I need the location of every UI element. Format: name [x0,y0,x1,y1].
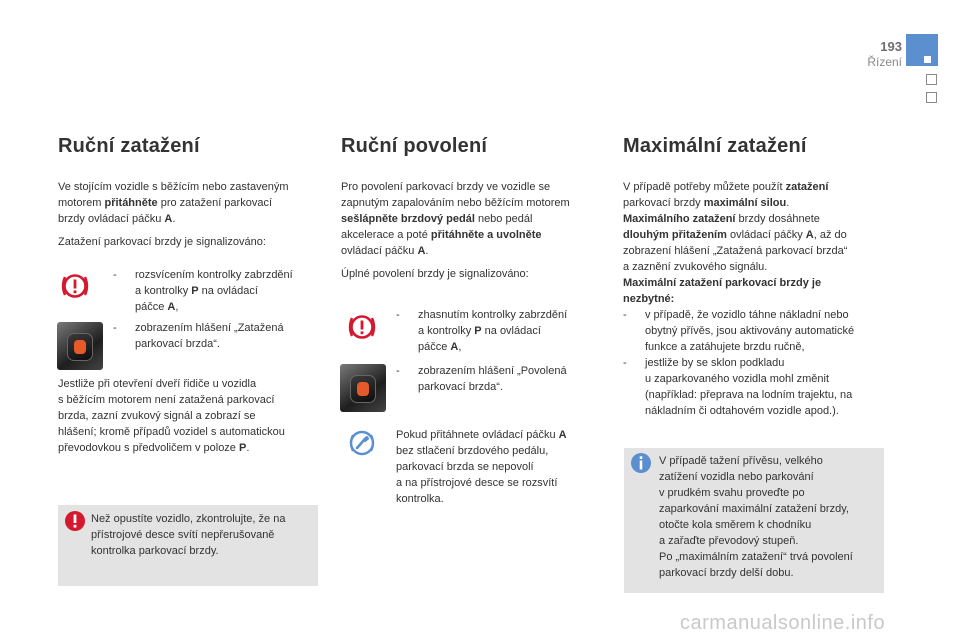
maximum-apply-text: V případě potřeby můžete použít zatažení parkovací brzdy maximální silou. Maximálního zatažení brzdy dosáhnete dlouhým přitažením ovládací páčky A, až do zobrazení hlášení „Zatažená parkovací brzda“ a zaznění zvukového signálu. Maximální zatažení parkovací brzdy je nezbytné: [623,181,848,305]
release-intro: Pro povolení parkovací brzdy ve vozidle se zapnutým zapalováním nebo běžícím motorem sešlápněte brzdový pedál nebo pedál akcelerace a poté přitáhněte a uvolněte ovládací páčku A. [341,181,570,257]
apply-item-1: - rozsvícením kontrolky zabrzdění a kontrolky P na ovládací páčce A, [113,269,293,313]
heading-maximum-apply: Maximální zatažení [623,135,807,157]
warning-note-icon [64,510,86,532]
chapter-tab-marker [924,56,931,63]
section-name: Řízení [867,55,902,69]
info-note-text: V případě tažení přívěsu, velkého zatížení vozidla nebo parkování v prudkém svahu proveďte po zaparkování maximální zatažení brzdy, otočte kola směrem k chodníku a zařaďte převodový stupeň. Po „maximálním zatažení“ trvá povolení parkovací brzdy delší dobu. [659,455,853,579]
brake-warning-icon [60,271,90,301]
release-item-2: - zobrazením hlášení „Povolená parkovací brzda“. [396,365,567,393]
warning-note-text: Než opustíte vozidlo, zkontrolujte, že na přístrojové desce svítí nepřerušovaně kontrolka parkovací brzdy. [91,513,286,557]
maximum-apply-item-2: - jestliže by se sklon podkladu u zaparkovaného vozidla mohl změnit (například: přeprava na lodním trajektu, na nákladním či odtahovém vozidle apod.). [623,357,853,417]
info-icon [630,452,652,474]
heading-manual-apply: Ruční zatažení [58,135,200,157]
brake-pedal-icon [349,430,375,456]
apply-intro: Ve stojícím vozidle s běžícím nebo zastaveným motorem přitáhněte pro zatažení parkovací brzdy ovládací páčku A. [58,181,289,225]
release-item-1: - zhasnutím kontrolky zabrzdění a kontrolky P na ovládací páčce A, [396,309,568,353]
release-signal-text: Úplné povolení brzdy je signalizováno: [341,268,529,280]
door-open-text: Jestliže při otevření dveří řidiče u vozidla s běžícím motorem není zatažená parkovací brzda, zazní zvukový signál a zobrazí se hlášení; kromě případů vozidel s automatickou převodovkou s předvoličem v poloze P. [58,378,285,454]
pull-without-pedal-text: Pokud přitáhnete ovládací páčku A bez stlačení brzdového pedálu, parkovací brzda se nepovolí a na přístrojové desce se rozsvítí kontrolka. [396,429,567,505]
apply-signal-text: Zatažení parkovací brzdy je signalizováno: [58,236,266,248]
parking-brake-lever-image-release [340,364,386,412]
chapter-tab-empty-2 [926,92,937,103]
watermark: carmanualsonline.info [680,612,886,634]
apply-item-2: - zobrazením hlášení „Zatažená parkovací brzda“. [113,322,284,350]
brake-warning-icon-release [347,312,377,342]
parking-brake-lever-image [57,322,103,370]
page-number: 193 [880,39,902,54]
maximum-apply-item-1: - v případě, že vozidlo táhne nákladní nebo obytný přívěs, jsou aktivovány automatické funkce a zatáhujete brzdu ručně, [623,309,855,353]
chapter-tab-empty-1 [926,74,937,85]
chapter-tab [906,34,938,66]
heading-manual-release: Ruční povolení [341,135,488,157]
